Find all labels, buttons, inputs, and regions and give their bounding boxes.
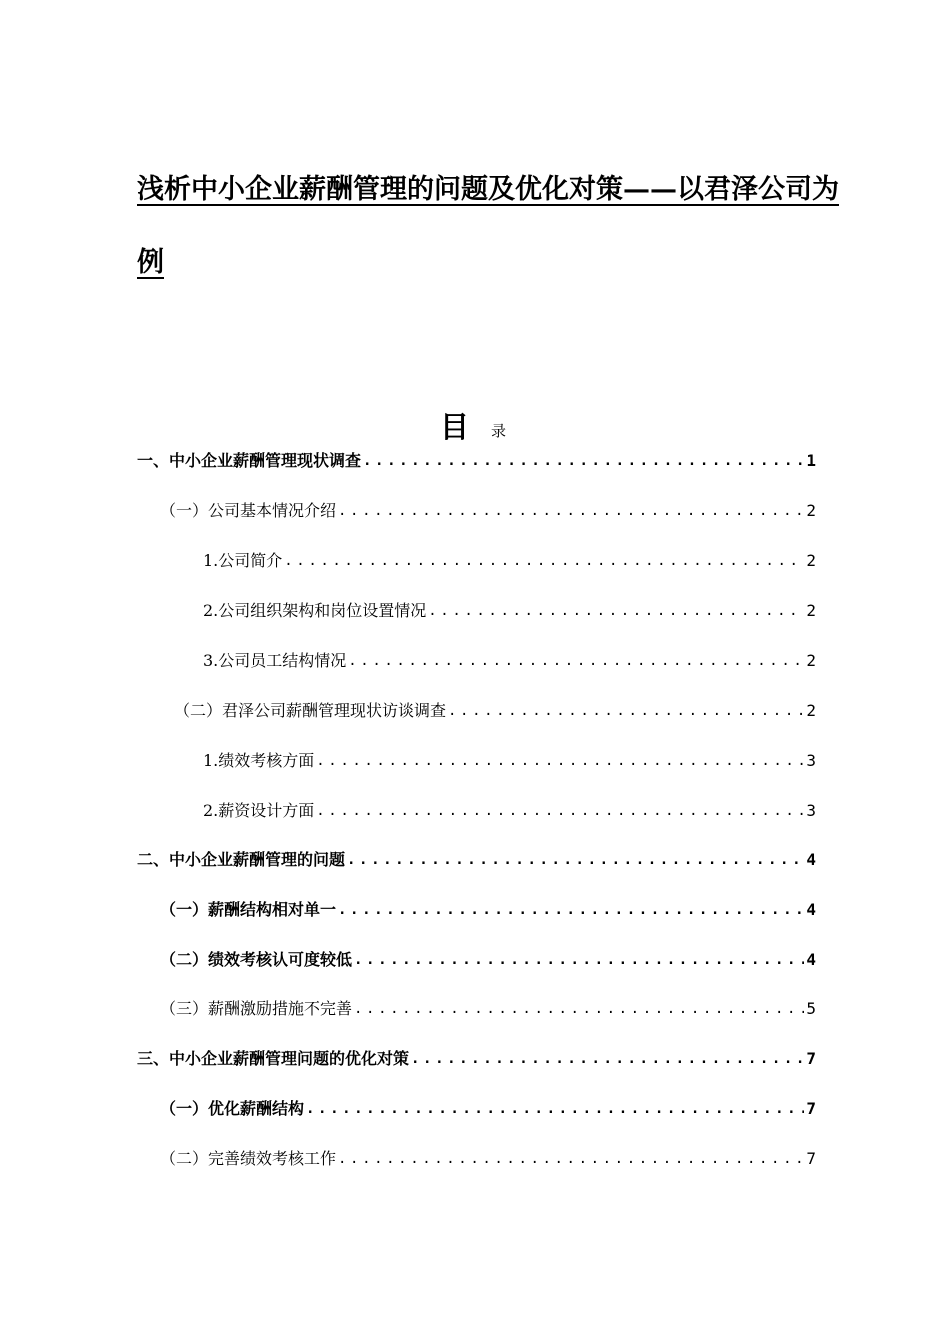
toc-leader <box>347 849 804 871</box>
document-title-line-1: 浅析中小企业薪酬管理的问题及优化对策——以君泽公司为 <box>137 174 839 205</box>
toc-entry-page: 2 <box>806 701 816 720</box>
toc-leader <box>306 1098 804 1120</box>
toc-entry[interactable] <box>160 1148 816 1170</box>
toc-entry-label: 1.绩效考核方面 <box>203 751 315 770</box>
toc-entry-label: （二）完善绩效考核工作 <box>160 1149 337 1168</box>
toc-entry-label: 三、中小企业薪酬管理问题的优化对策 <box>137 1049 410 1068</box>
toc-entry[interactable] <box>203 750 816 772</box>
toc-entry-page: 3 <box>806 751 816 770</box>
toc-entry[interactable] <box>203 550 816 572</box>
toc-entry-label: 一、中小企业薪酬管理现状调查 <box>137 451 362 470</box>
toc-leader <box>284 550 804 572</box>
toc-leader <box>338 899 804 921</box>
toc-entry[interactable] <box>137 849 816 871</box>
toc-entry-page: 2 <box>806 501 816 520</box>
toc-leader <box>354 949 804 971</box>
toc-leader <box>363 450 804 472</box>
toc-entry[interactable] <box>174 700 816 722</box>
toc-entry-page: 4 <box>806 950 816 969</box>
toc-entry[interactable] <box>137 1048 816 1070</box>
toc-entry-page: 2 <box>806 551 816 570</box>
toc-entry-label: （三）薪酬激励措施不完善 <box>160 999 353 1018</box>
toc-entry-page: 4 <box>806 850 816 869</box>
toc-leader <box>316 800 804 822</box>
toc-entry[interactable] <box>160 1098 816 1120</box>
toc-entry[interactable] <box>137 450 816 472</box>
toc-entry[interactable] <box>203 650 816 672</box>
toc-entry-label: （二）绩效考核认可度较低 <box>160 950 353 969</box>
toc-entry-page: 2 <box>806 651 816 670</box>
toc-entry-label: 2.薪资设计方面 <box>203 801 315 820</box>
toc-entry[interactable] <box>203 800 816 822</box>
toc-entry-page: 5 <box>806 999 816 1018</box>
toc-leader <box>411 1048 804 1070</box>
toc-entry-label: （一）薪酬结构相对单一 <box>160 900 337 919</box>
toc-leader <box>316 750 804 772</box>
toc-heading <box>440 405 506 446</box>
toc-entry-label: （二）君泽公司薪酬管理现状访谈调查 <box>174 701 447 720</box>
toc-leader <box>448 700 804 722</box>
toc-entry-label: 2.公司组织架构和岗位设置情况 <box>203 601 427 620</box>
toc-heading-lu: 录 <box>491 422 507 440</box>
toc-entry-page: 3 <box>806 801 816 820</box>
toc-entry[interactable] <box>160 949 816 971</box>
toc-entry-label: 二、中小企业薪酬管理的问题 <box>137 850 346 869</box>
toc-entry[interactable] <box>160 500 816 522</box>
toc-leader <box>354 998 804 1020</box>
toc-entry[interactable] <box>203 600 816 622</box>
toc-leader <box>348 650 804 672</box>
toc-entry[interactable] <box>160 998 816 1020</box>
toc-entry-label: （一）优化薪酬结构 <box>160 1099 305 1118</box>
toc-entry-label: （一）公司基本情况介绍 <box>160 501 337 520</box>
toc-entry-page: 2 <box>806 601 816 620</box>
toc-entry[interactable] <box>160 899 816 921</box>
toc-entry-page: 1 <box>806 451 816 470</box>
toc-entry-page: 7 <box>806 1149 816 1168</box>
toc-entry-page: 4 <box>806 900 816 919</box>
document-title-line-2: 例 <box>137 247 164 278</box>
toc-entry-page: 7 <box>806 1049 816 1068</box>
toc-heading-mu: 目 <box>440 410 470 444</box>
toc-entry-label: 3.公司员工结构情况 <box>203 651 347 670</box>
toc-leader <box>338 500 804 522</box>
toc-entry-label: 1.公司简介 <box>203 551 283 570</box>
toc-entry-page: 7 <box>806 1099 816 1118</box>
toc-leader <box>428 600 804 622</box>
toc-leader <box>338 1148 804 1170</box>
